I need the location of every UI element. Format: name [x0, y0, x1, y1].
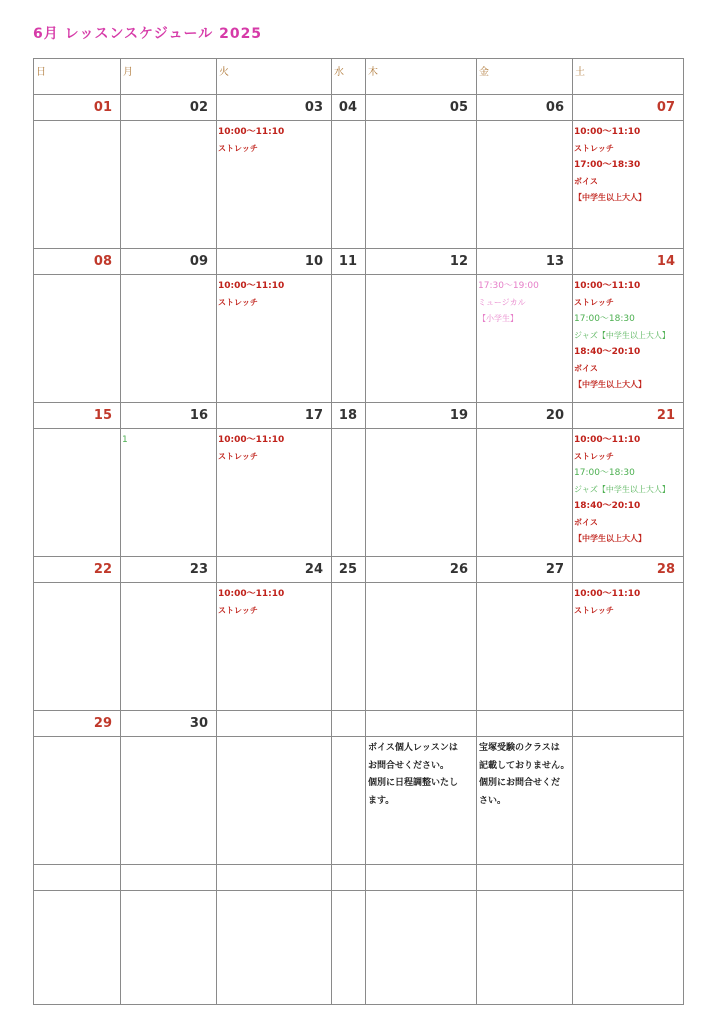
events-row [34, 583, 684, 711]
date-row [34, 557, 684, 583]
calendar-table [33, 58, 684, 1005]
events-row [34, 429, 684, 557]
date-cell: 05 [366, 95, 477, 121]
date-cell: 20 [477, 403, 573, 429]
event-line: ボイス [574, 517, 598, 527]
day-cell [477, 275, 573, 403]
date-row [34, 249, 684, 275]
day-cell [477, 121, 573, 249]
date-cell: 18 [332, 403, 366, 429]
date-cell: 04 [332, 95, 366, 121]
event-line: 10:00～11:10 [574, 281, 641, 291]
date-cell [573, 711, 684, 737]
event-line: ストレッチ [574, 605, 614, 615]
events-row [34, 275, 684, 403]
weekday-header-row [34, 59, 684, 95]
date-cell [332, 711, 366, 737]
date-cell: 02 [121, 95, 217, 121]
takarazuka-note-line: 宝塚受験のクラスは [479, 743, 560, 753]
event-line: 17:30～19:00 [478, 281, 539, 291]
date-cell: 19 [366, 403, 477, 429]
day-cell [477, 737, 573, 865]
day-cell [366, 275, 477, 403]
event-line: ストレッチ [574, 297, 614, 307]
event-line: ストレッチ [218, 605, 258, 615]
event-line: 10:00～11:10 [218, 281, 285, 291]
date-row [34, 403, 684, 429]
day-cell [332, 429, 366, 557]
day-cell [332, 121, 366, 249]
event-line: 1 [122, 435, 128, 445]
weekday-fri: 金 [477, 59, 573, 95]
date-cell: 06 [477, 95, 573, 121]
weekday-wed: 水 [332, 59, 366, 95]
date-cell: 08 [34, 249, 121, 275]
date-cell: 13 [477, 249, 573, 275]
day-cell [332, 583, 366, 711]
takarazuka-note-line: 記載しておりません。 [479, 760, 570, 771]
day-cell [217, 737, 332, 865]
date-cell: 21 [573, 403, 684, 429]
event-line: ミュージカル [478, 297, 526, 307]
day-cell [366, 429, 477, 557]
date-cell [217, 711, 332, 737]
event-line: ストレッチ [574, 451, 614, 461]
date-cell [477, 711, 573, 737]
date-row [34, 95, 684, 121]
events-row [34, 121, 684, 249]
event-line: 17:00～18:30 [574, 160, 641, 170]
date-cell: 30 [121, 711, 217, 737]
day-cell [121, 275, 217, 403]
weekday-thu: 木 [366, 59, 477, 95]
event-line: ジャズ【中学生以上大人】 [574, 330, 670, 340]
event-line: 17:00～18:30 [574, 468, 635, 478]
page-title: 6月 レッスンスケジュール 2025 [33, 26, 263, 42]
event-line: 【中学生以上大人】 [574, 534, 646, 543]
date-cell: 12 [366, 249, 477, 275]
day-cell [573, 583, 684, 711]
day-cell [217, 583, 332, 711]
date-cell: 15 [34, 403, 121, 429]
events-row [34, 737, 684, 865]
date-cell: 14 [573, 249, 684, 275]
event-line: ジャズ【中学生以上大人】 [574, 484, 670, 494]
event-line: 17:00～18:30 [574, 314, 635, 324]
event-line: 10:00～11:10 [574, 127, 641, 137]
voice-note-line: お問合せください。 [368, 760, 450, 771]
date-cell: 16 [121, 403, 217, 429]
date-cell [366, 711, 477, 737]
date-cell: 22 [34, 557, 121, 583]
day-cell [34, 121, 121, 249]
date-cell: 28 [573, 557, 684, 583]
date-cell: 17 [217, 403, 332, 429]
event-line: 10:00～11:10 [574, 435, 641, 445]
day-cell [366, 737, 477, 865]
day-cell [217, 429, 332, 557]
day-cell [121, 583, 217, 711]
day-cell [217, 121, 332, 249]
day-cell [34, 429, 121, 557]
day-cell [477, 583, 573, 711]
event-line: ボイス [574, 363, 598, 373]
date-cell: 01 [34, 95, 121, 121]
date-cell: 25 [332, 557, 366, 583]
date-cell: 09 [121, 249, 217, 275]
day-cell [573, 737, 684, 865]
day-cell [34, 737, 121, 865]
date-cell: 27 [477, 557, 573, 583]
event-line: ストレッチ [218, 451, 258, 461]
weekday-sat: 土 [573, 59, 684, 95]
day-cell [366, 583, 477, 711]
date-cell: 07 [573, 95, 684, 121]
day-cell [573, 121, 684, 249]
takarazuka-note-line: さい。 [479, 795, 507, 806]
event-line: 18:40～20:10 [574, 501, 641, 511]
date-cell: 11 [332, 249, 366, 275]
event-line: ストレッチ [218, 143, 258, 153]
event-line: 【小学生】 [478, 314, 518, 323]
event-line: ストレッチ [218, 297, 258, 307]
takarazuka-note-line: 個別にお問合せくだ [479, 778, 561, 788]
day-cell [34, 275, 121, 403]
event-line: 10:00～11:10 [218, 589, 285, 599]
weekday-sun: 日 [34, 59, 121, 95]
day-cell [332, 737, 366, 865]
day-cell [121, 737, 217, 865]
event-line: 10:00～11:10 [574, 589, 641, 599]
event-line: 【中学生以上大人】 [574, 380, 646, 389]
weekday-tue: 火 [217, 59, 332, 95]
event-line: ストレッチ [574, 143, 614, 153]
date-cell: 29 [34, 711, 121, 737]
date-row [34, 711, 684, 737]
date-cell: 24 [217, 557, 332, 583]
day-cell [121, 429, 217, 557]
day-cell [34, 583, 121, 711]
day-cell [573, 429, 684, 557]
event-line: 18:40～20:10 [574, 347, 641, 357]
event-line: 10:00～11:10 [218, 435, 285, 445]
voice-note-line: 個別に日程調整いたし [368, 778, 459, 788]
day-cell [366, 121, 477, 249]
date-cell: 10 [217, 249, 332, 275]
day-cell [217, 275, 332, 403]
voice-note-line: ボイス個人レッスンは [368, 743, 458, 753]
day-cell [477, 429, 573, 557]
event-line: 【中学生以上大人】 [574, 193, 646, 202]
date-cell: 26 [366, 557, 477, 583]
day-cell [573, 275, 684, 403]
date-cell: 03 [217, 95, 332, 121]
day-cell [121, 121, 217, 249]
empty-row [34, 891, 684, 1005]
voice-note-line: ます。 [368, 795, 395, 806]
date-cell: 23 [121, 557, 217, 583]
event-line: ボイス [574, 176, 598, 186]
event-line: 10:00～11:10 [218, 127, 285, 137]
day-cell [332, 275, 366, 403]
spacer-row [34, 865, 684, 891]
weekday-mon: 月 [121, 59, 217, 95]
